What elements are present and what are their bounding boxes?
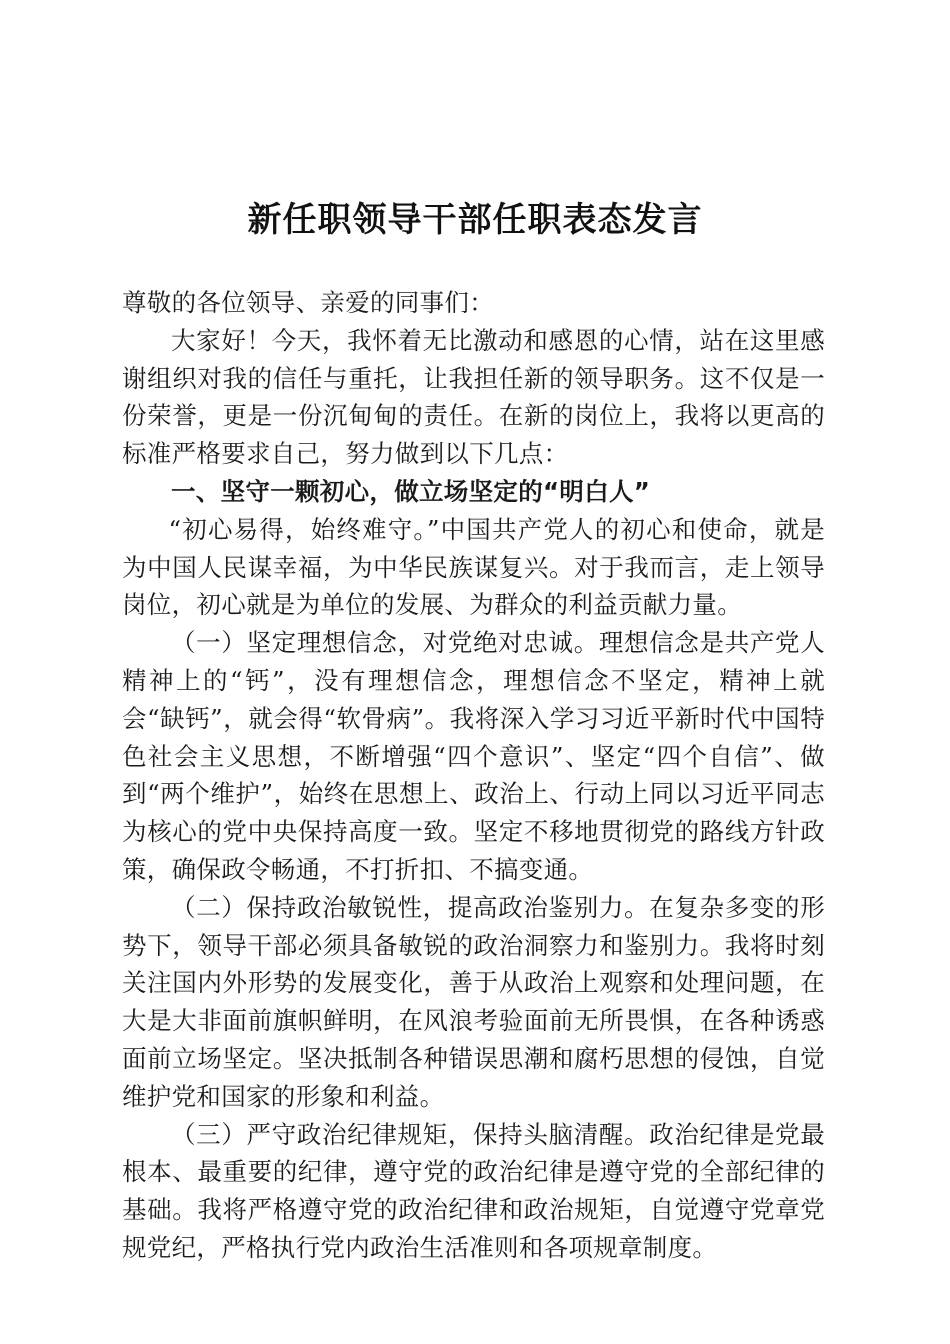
paragraph-point-3: （三）严守政治纪律规矩，保持头脑清醒。政治纪律是党最根本、最重要的纪律，遵守党的政治纪律是遵守党的全部纪律的基础。我将严格遵守党的政治纪律和政治规矩，自觉遵守党章党规党纪，严格执行党内政治生活准则和各项规章制度。 <box>122 1119 825 1262</box>
page-title: 新任职领导干部任职表态发言 <box>247 200 703 240</box>
paragraph-point-1: （一）坚定理想信念，对党绝对忠诚。理想信念是共产党人精神上的“钙”，没有理想信念，理想信念不坚定，精神上就会“缺钙”，就会得“软骨病”。我将深入学习习近平新时代中国特色社会主义思想，不断增强“四个意识”、坚定“四个自信”、做到“两个维护”，始终在思想上、政治上、行动上同以习近平同志为核心的党中央保持高度一致。坚定不移地贯彻党的路线方针政策，确保政令畅通，不打折扣、不搞变通。 <box>122 628 825 884</box>
paragraph-opening: 大家好！今天，我怀着无比激动和感恩的心情，站在这里感谢组织对我的信任与重托，让我担任新的领导职务。这不仅是一份荣誉，更是一份沉甸甸的责任。在新的岗位上，我将以更高的标准严格要求自己，努力做到以下几点： <box>122 325 825 469</box>
salutation: 尊敬的各位领导、亲爱的同事们： <box>122 288 494 317</box>
section-heading-1: 一、坚守一颗初心，做立场坚定的“明白人” <box>171 476 651 506</box>
document-body <box>122 284 825 1267</box>
paragraph-point-2: （二）保持政治敏锐性，提高政治鉴别力。在复杂多变的形势下，领导干部必须具备敏锐的政治洞察力和鉴别力。我将时刻关注国内外形势的发展变化，善于从政治上观察和处理问题，在大是大非面前旗帜鲜明，在风浪考验面前无所畏惧，在各种诱惑面前立场坚定。坚决抵制各种错误思潮和腐朽思想的侵蚀，自觉维护党和国家的形象和利益。 <box>122 892 825 1111</box>
paragraph-initial-heart: “初心易得，始终难守。”中国共产党人的初心和使命，就是为中国人民谋幸福，为中华民族谋复兴。对于我而言，走上领导岗位，初心就是为单位的发展、为群众的利益贡献力量。 <box>122 514 825 620</box>
